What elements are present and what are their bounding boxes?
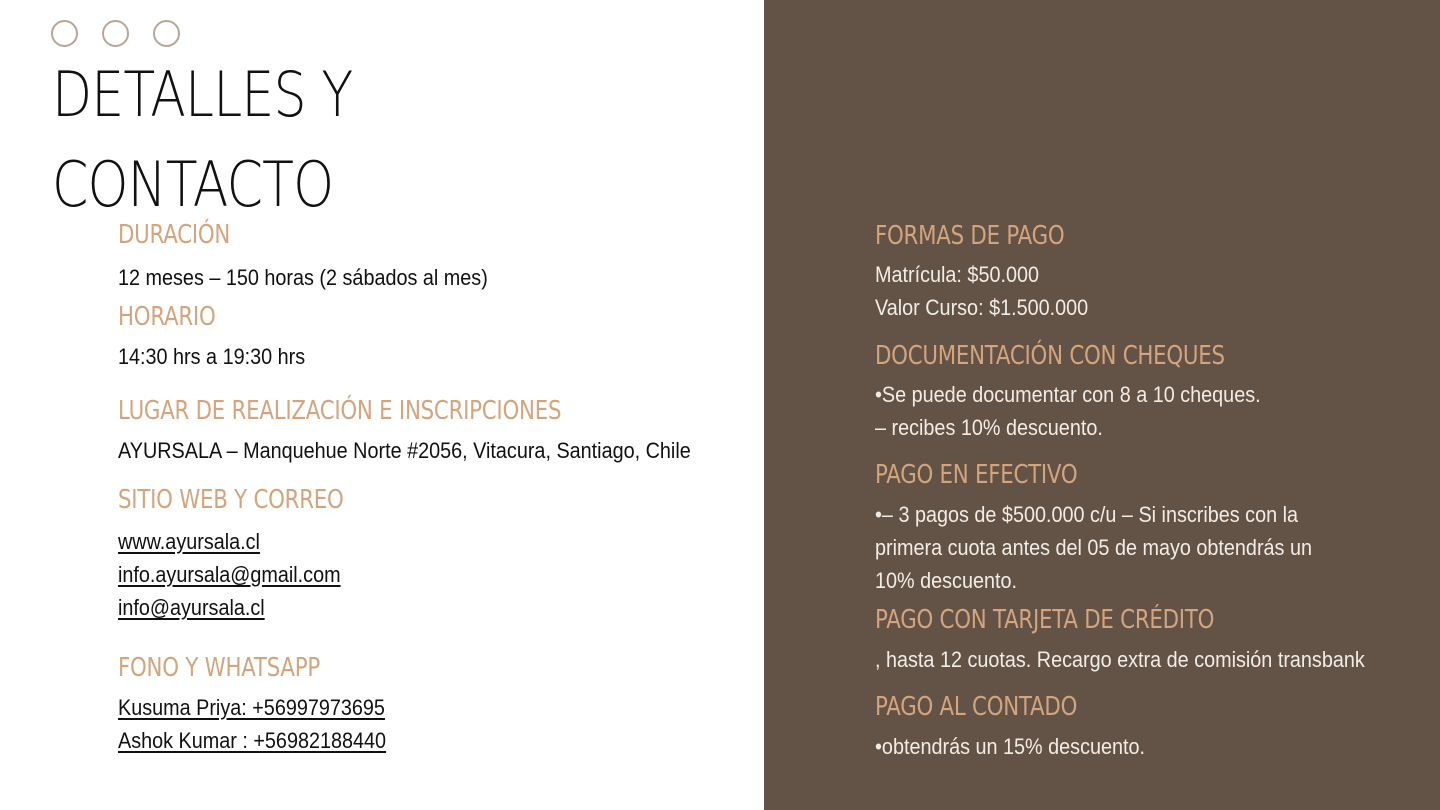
cash-line: primera cuota antes del 05 de mayo obtendrás un xyxy=(875,535,1312,560)
card-heading: PAGO CON TARJETA DE CRÉDITO xyxy=(875,605,1215,635)
location-heading: LUGAR DE REALIZACIÓN E INSCRIPCIONES xyxy=(118,396,562,426)
cheques-heading: DOCUMENTACIÓN CON CHEQUES xyxy=(875,341,1225,371)
card-line: , hasta 12 cuotas. Recargo extra de comisión transbank xyxy=(875,647,1365,672)
circle-icon xyxy=(51,20,78,47)
phone-heading: FONO Y WHATSAPP xyxy=(118,653,320,683)
duration-text: 12 meses – 150 horas (2 sábados al mes) xyxy=(118,265,488,290)
phone-link-ashok[interactable]: Ashok Kumar : +56982188440 xyxy=(118,728,387,753)
email-link[interactable]: info.ayursala@gmail.com xyxy=(118,562,341,587)
page-title xyxy=(52,50,352,230)
page-title-line-2: CONTACTO xyxy=(52,148,334,221)
cheques-line: – recibes 10% descuento. xyxy=(875,415,1103,440)
payment-line: Matrícula: $50.000 xyxy=(875,262,1040,287)
schedule-heading: HORARIO xyxy=(118,302,216,332)
email-link-2[interactable]: info@ayursala.cl xyxy=(118,595,265,620)
payment-heading: FORMAS DE PAGO xyxy=(875,221,1065,251)
cheques-line: •Se puede documentar con 8 a 10 cheques. xyxy=(875,382,1261,407)
cash-heading: PAGO EN EFECTIVO xyxy=(875,460,1078,490)
counted-line: •obtendrás un 15% descuento. xyxy=(875,734,1146,759)
phone-link-kusuma[interactable]: Kusuma Priya: +56997973695 xyxy=(118,695,385,720)
circle-icon xyxy=(153,20,180,47)
location-text: AYURSALA – Manquehue Norte #2056, Vitacura, Santiago, Chile xyxy=(118,438,691,463)
cash-line: •– 3 pagos de $500.000 c/u – Si inscribes con la xyxy=(875,502,1299,527)
counted-heading: PAGO AL CONTADO xyxy=(875,692,1078,722)
website-link[interactable]: www.ayursala.cl xyxy=(118,529,260,554)
cash-line: 10% descuento. xyxy=(875,568,1018,593)
schedule-text: 14:30 hrs a 19:30 hrs xyxy=(118,344,306,369)
window-dots xyxy=(51,20,180,47)
payment-panel xyxy=(764,0,1440,810)
page-title-line-1: DETALLES Y xyxy=(52,58,353,131)
duration-heading: DURACIÓN xyxy=(118,220,231,250)
circle-icon xyxy=(102,20,129,47)
web-heading: SITIO WEB Y CORREO xyxy=(118,485,344,515)
payment-line: Valor Curso: $1.500.000 xyxy=(875,295,1089,320)
